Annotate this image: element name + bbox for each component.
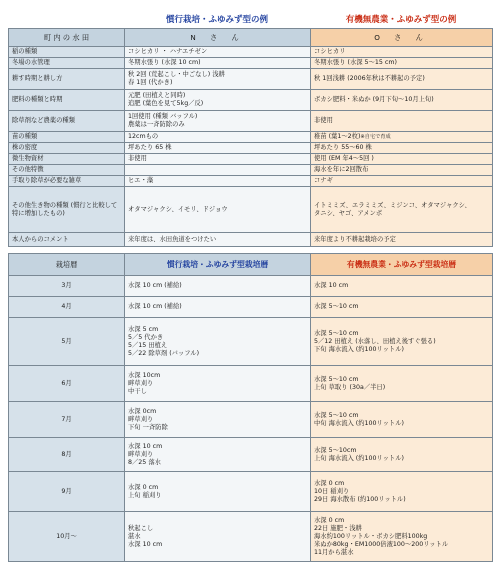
organic-cell [311, 472, 493, 512]
cell-line: オタマジャクシ、イモリ、ドジョウ [128, 205, 228, 213]
comparison-table [8, 28, 493, 247]
row-label: その他特徴 [9, 165, 125, 176]
paddy-header: 町 内 の 水 田 [9, 29, 125, 47]
organic-title: 有機無農業・ふゆみず型の例 [345, 15, 457, 25]
cell-line: 8／25 落水 [128, 458, 161, 466]
cell-line: 水深 0 cm [314, 479, 345, 487]
table-row [9, 297, 493, 318]
table-row [9, 402, 493, 438]
conventional-cell [125, 154, 311, 165]
conventional-cell [125, 402, 311, 438]
cell-line: 11月から湛水 [314, 548, 354, 556]
cell-line: コナギ [314, 177, 333, 184]
cell-line: 元肥 (田植えと同時) [128, 92, 186, 99]
cell-line: コシヒカリ ・ ハナエチゼン [128, 48, 208, 55]
row-label: 4月 [9, 297, 125, 318]
organic-cell [311, 187, 493, 233]
table-row [9, 143, 493, 154]
cell-note: ※自宅で育成 [360, 134, 391, 140]
page [8, 4, 492, 562]
table-row [9, 69, 493, 90]
cell-line: 水深 5～10 cm [314, 303, 359, 310]
conventional-cell [125, 297, 311, 318]
conventional-cell [125, 69, 311, 90]
row-label: 耕す時期と耕し方 [9, 69, 125, 90]
conventional-cell [125, 472, 311, 512]
organic-cell [311, 176, 493, 187]
table-row [9, 47, 493, 58]
calendar-header-row [9, 254, 493, 276]
farmer-o-header: O さ ん [311, 29, 493, 47]
table-row [9, 165, 493, 176]
cell-line: 5／15 田植え [128, 341, 168, 349]
cell-line: 春 1回 (代かき) [128, 79, 173, 86]
table-row [9, 111, 493, 132]
table-row [9, 318, 493, 366]
conventional-cell [125, 276, 311, 297]
cell-line: 5／12 田植え (水落し、田植え後すぐ張る) [314, 337, 436, 345]
table-row [9, 472, 493, 512]
cell-line [314, 133, 489, 141]
table-row [9, 233, 493, 247]
cell-line: 水深 10 cm [314, 282, 349, 289]
cell-line: 水深 10 cm (補給) [128, 303, 182, 310]
organic-cell [311, 111, 493, 132]
cell-line: 中干し [128, 387, 147, 395]
cell-line: タニシ、ヤゴ、アメンボ [314, 209, 383, 217]
conventional-cell [125, 143, 311, 154]
comparison-header-row [9, 29, 493, 47]
cell-line: 非使用 [314, 117, 333, 124]
organic-cell [311, 143, 493, 154]
cell-line: 湛水 [128, 532, 141, 540]
cell-line: 1回使用 (種類 バッフル) [128, 113, 198, 120]
organic-cell [311, 512, 493, 562]
cell-line: 5／22 除草剤 (バッフル) [128, 349, 200, 357]
row-label: 5月 [9, 318, 125, 366]
organic-cell [311, 276, 493, 297]
cell-line: 水深 0cm [128, 407, 157, 415]
cell-line: 上旬 草取り (30a／半日) [314, 383, 386, 391]
cell-line: 坪あたり 65 株 [128, 144, 172, 151]
organic-calendar-header: 有機無農業・ふゆみず型栽培暦 [311, 254, 493, 276]
cell-line: 29日 海水散布 (約100リットル) [314, 495, 406, 503]
row-label: 10月～ [9, 512, 125, 562]
cell-line: 非使用 [128, 155, 147, 162]
cell-line: 坪あたり 55～60 株 [314, 144, 372, 151]
row-label: 7月 [9, 402, 125, 438]
cell-line: ヒエ・藻 [128, 177, 154, 184]
row-label: 微生物資材 [9, 154, 125, 165]
table-row [9, 132, 493, 143]
cell-line: 追肥 (葉色を見て5kg／反) [128, 100, 204, 107]
cell-line: 水深 10cm [128, 371, 161, 379]
cell-line: 12cmもの [128, 133, 159, 140]
cell-line: 使用 (EM 年4～5回 ) [314, 155, 374, 162]
organic-cell [311, 318, 493, 366]
organic-cell [311, 297, 493, 318]
table-row [9, 58, 493, 69]
table-row [9, 438, 493, 472]
cell-line: 5／5 代かき [128, 333, 164, 341]
cell-text: 稚苗 (葉1～2枚) [314, 133, 361, 140]
organic-cell [311, 154, 493, 165]
cell-line: 22日 施肥・浅耕 [314, 524, 362, 532]
conventional-cell [125, 176, 311, 187]
conventional-calendar-header: 慣行栽培・ふゆみず型栽培暦 [125, 254, 311, 276]
conventional-cell [125, 111, 311, 132]
cell-line: 水深 5～10 cm [314, 329, 359, 337]
row-label: その他生き物の種類 (慣行と比較して特に増加したもの) [9, 187, 125, 233]
cell-line: 海水約100リットル・ボカシ肥料100kg [314, 532, 428, 540]
row-label: 6月 [9, 366, 125, 402]
table-row [9, 90, 493, 111]
row-label: 肥料の種類と時期 [9, 90, 125, 111]
cell-line: 10日 稲刈り [314, 487, 350, 495]
row-label: 手取り除草が必要な雑草 [9, 176, 125, 187]
cell-line: 上旬 稲刈り [128, 491, 162, 499]
conventional-cell [125, 318, 311, 366]
organic-cell [311, 69, 493, 90]
cell-line: 水深 10 cm [128, 540, 163, 548]
cell-line: 下旬 一斉防除 [128, 423, 168, 431]
conventional-title: 慣行栽培・ふゆみず型の例 [165, 15, 268, 25]
row-label: 稲の種類 [9, 47, 125, 58]
cell-line: コシヒカリ [314, 48, 346, 55]
organic-cell [311, 366, 493, 402]
row-label: 苗の種類 [9, 132, 125, 143]
top-header [8, 4, 492, 28]
conventional-cell [125, 187, 311, 233]
table-row [9, 176, 493, 187]
organic-cell [311, 233, 493, 247]
organic-cell [311, 90, 493, 111]
cell-line: 水深 0 cm [128, 483, 159, 491]
conventional-cell [125, 132, 311, 143]
organic-cell [311, 438, 493, 472]
conventional-cell [125, 58, 311, 69]
conventional-cell [125, 366, 311, 402]
organic-cell [311, 47, 493, 58]
cell-line: 来年度は、水田魚道をつけたい [128, 235, 217, 243]
comparison-body [9, 47, 493, 247]
conventional-cell [125, 512, 311, 562]
cell-line: 水深 10 cm [128, 442, 163, 450]
row-label: 8月 [9, 438, 125, 472]
cell-line: 水深 5～10cm [314, 446, 357, 454]
cell-line: 水深 5～10 cm [314, 375, 359, 383]
cell-line: 水深 0 cm [314, 516, 345, 524]
conventional-cell [125, 90, 311, 111]
cell-line: 秋 1回浅耕 (2006年秋は不耕起の予定) [314, 75, 425, 82]
calendar-header: 栽培暦 [9, 254, 125, 276]
cell-line: 水深 5～10 cm [314, 411, 359, 419]
table-row [9, 512, 493, 562]
cell-line: 中旬 海水流入 (約100リットル) [314, 419, 404, 427]
organic-cell [311, 402, 493, 438]
table-row [9, 187, 493, 233]
table-row [9, 366, 493, 402]
row-label: 株の密度 [9, 143, 125, 154]
cell-line: イトミミズ、エラミミズ、ミジンコ、オタマジャクシ、 [314, 201, 471, 209]
conventional-cell [125, 47, 311, 58]
cell-line: 水深 10 cm (補給) [128, 282, 182, 289]
cell-line: 農薬は一斉防除のみ [128, 121, 185, 128]
cell-line: 冬期水張り (水深 10 cm) [128, 59, 201, 66]
cell-line: 秋 2回 (荒起こし・中ごなし) 浅耕 [128, 71, 225, 78]
table-row [9, 154, 493, 165]
organic-cell [311, 132, 493, 143]
organic-cell [311, 165, 493, 176]
cell-line: 冬期水張り (水深 5～15 cm) [314, 59, 397, 66]
cell-line: 畔草刈り [128, 450, 154, 458]
conventional-cell [125, 438, 311, 472]
organic-cell [311, 58, 493, 69]
calendar-body [9, 276, 493, 562]
cell-line: ボカシ肥料・米ぬか (9月下旬～10月上旬) [314, 96, 434, 103]
farmer-n-header: N さ ん [125, 29, 311, 47]
row-label: 冬場の水管理 [9, 58, 125, 69]
cell-line: 海水を年に2回散布 [314, 166, 369, 173]
cell-line: 来年度より不耕起栽培の予定 [314, 235, 396, 243]
cell-line: 畔草刈り [128, 379, 154, 387]
row-label: 除草剤など農薬の種類 [9, 111, 125, 132]
row-label: 3月 [9, 276, 125, 297]
calendar-table [8, 253, 493, 562]
table-row [9, 276, 493, 297]
cell-line: 米ぬか80kg・EM1000倍液100～200リットル [314, 540, 449, 548]
cell-line: 上旬 海水流入 (約100リットル) [314, 454, 404, 462]
conventional-cell [125, 233, 311, 247]
cell-line: 下旬 海水流入 (約100リットル) [314, 345, 404, 353]
row-label: 9月 [9, 472, 125, 512]
conventional-cell [125, 165, 311, 176]
cell-line: 水深 5 cm [128, 325, 159, 333]
cell-line: 畔草刈り [128, 415, 154, 423]
row-label: 本人からのコメント [9, 233, 125, 247]
cell-line: 秋起こし [128, 524, 154, 532]
